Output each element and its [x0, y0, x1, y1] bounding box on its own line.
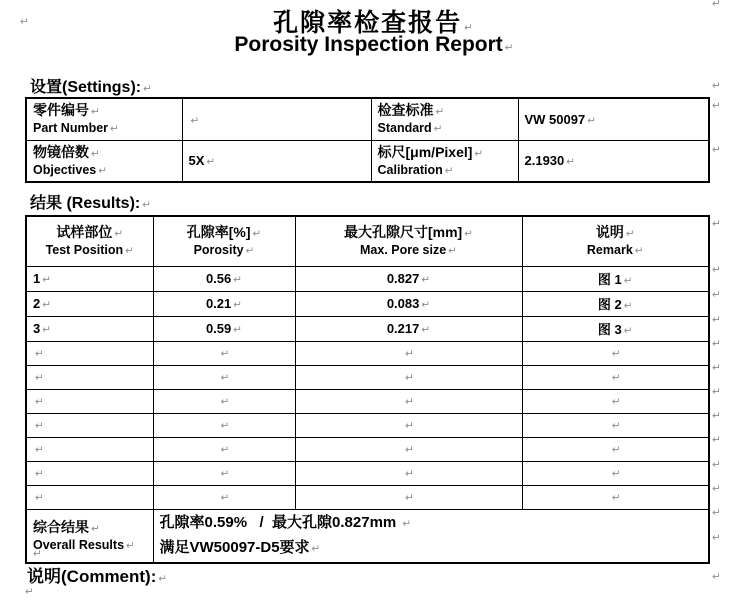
paragraph-mark: ↵: [712, 507, 721, 519]
empty-cell[interactable]: [153, 365, 295, 389]
paragraph-mark: ↵: [220, 372, 230, 384]
empty-cell[interactable]: [522, 485, 709, 509]
calibration-value-cell[interactable]: [518, 140, 709, 182]
result-row-3: [26, 316, 709, 341]
empty-cell[interactable]: [295, 365, 522, 389]
paragraph-mark: ↵: [421, 324, 431, 336]
empty-cell[interactable]: [26, 485, 153, 509]
empty-cell[interactable]: [295, 413, 522, 437]
paragraph-mark: ↵: [712, 532, 721, 544]
paragraph-mark: ↵: [252, 228, 262, 241]
paragraph-mark: ↵: [448, 245, 457, 258]
paragraph-mark: ↵: [712, 289, 721, 301]
empty-cell[interactable]: [522, 437, 709, 461]
paragraph-mark: ↵: [405, 348, 414, 360]
empty-cell[interactable]: [522, 461, 709, 485]
empty-cell[interactable]: [26, 437, 153, 461]
paragraph-mark: ↵: [220, 348, 230, 360]
paragraph-mark: ↵: [623, 300, 633, 312]
paragraph-mark: ↵: [220, 396, 230, 408]
paragraph-mark: ↵: [712, 0, 721, 10]
cell-max-pore-3[interactable]: [295, 316, 522, 341]
paragraph-mark: ↵: [712, 264, 721, 276]
report-title-en-text: Porosity Inspection Report: [234, 33, 503, 56]
paragraph-mark: ↵: [35, 420, 44, 432]
paragraph-mark: ↵: [504, 42, 514, 54]
empty-cell[interactable]: [26, 413, 153, 437]
paragraph-mark: ↵: [158, 573, 168, 585]
calibration-label-cell[interactable]: [371, 140, 518, 182]
header-porosity-zh: 孔隙率[%]: [186, 224, 251, 241]
calibration-label-zh: 标尺[μm/Pixel]: [377, 143, 473, 160]
overall-label-en: Overall Results: [33, 537, 125, 552]
header-remark-zh: 说明: [595, 224, 624, 241]
objectives-label-cell[interactable]: [26, 140, 182, 182]
porosity-value: 0.21: [205, 296, 232, 311]
paragraph-mark: ↵: [402, 517, 412, 530]
paragraph-mark: ↵: [42, 274, 52, 286]
paragraph-mark: ↵: [634, 245, 644, 258]
settings-row-2: [26, 140, 709, 182]
paragraph-mark: ↵: [114, 228, 124, 241]
result-row-1: [26, 266, 709, 291]
empty-cell[interactable]: [522, 413, 709, 437]
part-number-label-zh: 零件编号: [33, 102, 89, 119]
paragraph-mark: ↵: [91, 522, 100, 535]
objectives-label-zh: 物镜倍数: [33, 143, 89, 160]
overall-summary-line2: 满足VW50097-D5要求: [159, 538, 310, 556]
col-header-max-pore-size[interactable]: [295, 216, 522, 266]
overall-results-value-cell[interactable]: [153, 509, 709, 563]
cell-porosity-2[interactable]: [153, 291, 295, 316]
paragraph-mark: ↵: [611, 396, 621, 408]
paragraph-mark: ↵: [611, 492, 621, 504]
header-remark-en: Remark: [586, 243, 633, 258]
cell-max-pore-2[interactable]: [295, 291, 522, 316]
paragraph-mark: ↵: [712, 410, 721, 422]
cell-position-2[interactable]: [26, 291, 153, 316]
paragraph-mark: ↵: [35, 348, 44, 360]
result-row-2: [26, 291, 709, 316]
paragraph-mark: ↵: [35, 492, 44, 504]
paragraph-mark: ↵: [611, 348, 621, 360]
empty-cell[interactable]: [153, 341, 295, 365]
paragraph-mark: ↵: [206, 156, 216, 169]
paragraph-mark: ↵: [311, 542, 321, 555]
settings-heading-text: 设置(Settings):: [30, 79, 142, 96]
paragraph-mark: ↵: [91, 147, 100, 160]
paragraph-mark: ↵: [35, 396, 44, 408]
remark-value: 图 3: [597, 322, 622, 337]
paragraph-mark: ↵: [405, 468, 414, 480]
max-pore-value: 0.827: [386, 271, 420, 286]
paragraph-mark: ↵: [712, 80, 721, 92]
empty-cell[interactable]: [26, 365, 153, 389]
paragraph-mark: ↵: [143, 83, 152, 95]
overall-results-row: [26, 509, 709, 563]
paragraph-mark: ↵: [712, 386, 721, 398]
paragraph-mark: ↵: [623, 325, 633, 337]
paragraph-mark: ↵: [587, 114, 597, 127]
paragraph-mark: ↵: [405, 396, 414, 408]
cell-max-pore-1[interactable]: [295, 266, 522, 291]
comment-heading-text: 说明(Comment):: [27, 567, 157, 586]
paragraph-mark: ↵: [233, 299, 243, 311]
paragraph-mark: ↵: [20, 16, 29, 28]
paragraph-mark: ↵: [35, 444, 44, 456]
cell-position-1[interactable]: [26, 266, 153, 291]
paragraph-mark: ↵: [712, 483, 721, 495]
results-table: [25, 215, 710, 564]
max-pore-value: 0.083: [386, 296, 420, 311]
paragraph-mark: ↵: [98, 164, 108, 177]
empty-result-row: [26, 461, 709, 485]
paragraph-mark: ↵: [405, 420, 414, 432]
empty-cell[interactable]: [26, 389, 153, 413]
results-heading: [30, 190, 151, 213]
part-number-value-cell[interactable]: [182, 98, 371, 140]
header-test-position-zh: 试样部位: [56, 224, 113, 241]
cell-porosity-1[interactable]: [153, 266, 295, 291]
col-header-porosity[interactable]: [153, 216, 295, 266]
paragraph-mark: ↵: [625, 228, 635, 241]
paragraph-mark: ↵: [35, 468, 44, 480]
paragraph-mark: ↵: [712, 314, 721, 326]
standard-label-en: Standard: [377, 121, 432, 136]
empty-cell[interactable]: [295, 461, 522, 485]
paragraph-mark: ↵: [712, 144, 721, 156]
paragraph-mark: ↵: [220, 420, 230, 432]
empty-result-row: [26, 413, 709, 437]
paragraph-mark: ↵: [220, 492, 230, 504]
paragraph-mark: ↵: [474, 147, 484, 160]
cell-remark-1[interactable]: [522, 266, 709, 291]
header-max-pore-en: Max. Pore size: [360, 243, 447, 258]
paragraph-mark: ↵: [611, 444, 621, 456]
paragraph-mark: ↵: [405, 372, 414, 384]
paragraph-mark: ↵: [712, 218, 721, 230]
cell-remark-2[interactable]: [522, 291, 709, 316]
cell-position-3[interactable]: [26, 316, 153, 341]
paragraph-mark: ↵: [190, 114, 200, 127]
paragraph-mark: ↵: [623, 275, 633, 287]
cell-porosity-3[interactable]: [153, 316, 295, 341]
paragraph-mark: ↵: [42, 299, 52, 311]
empty-result-row: [26, 437, 709, 461]
empty-cell[interactable]: [295, 485, 522, 509]
overall-label-zh: 综合结果: [33, 518, 89, 535]
empty-cell[interactable]: [522, 389, 709, 413]
paragraph-mark: ↵: [220, 444, 230, 456]
report-title-zh-text: 孔隙率检查报告: [273, 8, 463, 37]
standard-value: VW 50097: [524, 111, 586, 127]
header-max-pore-zh: 最大孔隙尺寸[mm]: [343, 224, 463, 241]
overall-results-label-cell[interactable]: [26, 509, 153, 563]
paragraph-mark: ↵: [233, 274, 243, 286]
objectives-value: 5X: [188, 153, 205, 169]
empty-cell[interactable]: [522, 365, 709, 389]
paragraph-mark: ↵: [712, 338, 721, 350]
position-value: 3: [33, 321, 41, 336]
empty-cell[interactable]: [153, 485, 295, 509]
col-header-remark[interactable]: [522, 216, 709, 266]
comment-heading: [27, 562, 167, 587]
standard-label-cell[interactable]: [371, 98, 518, 140]
overall-summary-line1: 孔隙率0.59% / 最大孔隙0.827mm: [159, 513, 397, 531]
settings-table: [25, 97, 710, 183]
paragraph-mark: ↵: [464, 22, 475, 34]
paragraph-mark: ↵: [712, 100, 721, 112]
paragraph-mark: ↵: [611, 420, 621, 432]
paragraph-mark: ↵: [220, 468, 230, 480]
paragraph-mark: ↵: [33, 548, 42, 560]
paragraph-mark: ↵: [405, 444, 414, 456]
paragraph-mark: ↵: [433, 123, 443, 136]
paragraph-mark: ↵: [35, 372, 44, 384]
cell-remark-3[interactable]: [522, 316, 709, 341]
empty-cell[interactable]: [295, 437, 522, 461]
paragraph-mark: ↵: [712, 362, 721, 374]
empty-result-row: [26, 341, 709, 365]
paragraph-mark: ↵: [126, 539, 135, 552]
porosity-value: 0.59: [205, 321, 232, 336]
results-header-row: [26, 216, 709, 266]
part-number-label-en: Part Number: [33, 121, 109, 136]
header-porosity-en: Porosity: [193, 243, 244, 258]
paragraph-mark: ↵: [435, 106, 445, 119]
paragraph-mark: ↵: [611, 372, 621, 384]
remark-value: 图 1: [597, 272, 622, 287]
empty-cell[interactable]: [295, 341, 522, 365]
header-test-position-en: Test Position: [45, 243, 124, 258]
empty-cell[interactable]: [153, 389, 295, 413]
position-value: 1: [33, 271, 41, 286]
empty-cell[interactable]: [153, 413, 295, 437]
empty-cell[interactable]: [26, 341, 153, 365]
empty-cell[interactable]: [522, 341, 709, 365]
paragraph-mark: ↵: [712, 459, 721, 471]
objectives-value-cell[interactable]: [182, 140, 371, 182]
paragraph-mark: ↵: [464, 228, 474, 241]
paragraph-mark: ↵: [421, 274, 431, 286]
paragraph-mark: ↵: [142, 199, 152, 211]
part-number-label-cell[interactable]: [26, 98, 182, 140]
empty-cell[interactable]: [26, 461, 153, 485]
calibration-label-en: Calibration: [377, 162, 443, 177]
remark-value: 图 2: [597, 297, 622, 312]
paragraph-mark: ↵: [444, 164, 454, 177]
empty-result-row: [26, 389, 709, 413]
objectives-label-en: Objectives: [33, 162, 97, 177]
paragraph-mark: ↵: [405, 492, 414, 504]
col-header-test-position[interactable]: [26, 216, 153, 266]
paragraph-mark: ↵: [233, 324, 243, 336]
paragraph-mark: ↵: [566, 156, 576, 169]
empty-cell[interactable]: [153, 461, 295, 485]
empty-result-row: [26, 365, 709, 389]
position-value: 2: [33, 296, 41, 311]
paragraph-mark: ↵: [91, 106, 100, 119]
max-pore-value: 0.217: [386, 321, 420, 336]
results-heading-text: 结果 (Results):: [30, 195, 141, 212]
empty-cell[interactable]: [295, 389, 522, 413]
settings-heading: [30, 74, 152, 97]
standard-label-zh: 检查标准: [377, 102, 434, 119]
settings-row-1: [26, 98, 709, 140]
porosity-value: 0.56: [205, 271, 232, 286]
paragraph-mark: ↵: [125, 245, 134, 258]
paragraph-mark: ↵: [25, 586, 34, 598]
calibration-value: 2.1930: [524, 153, 565, 169]
standard-value-cell[interactable]: [518, 98, 709, 140]
paragraph-mark: ↵: [110, 123, 119, 136]
paragraph-mark: ↵: [245, 245, 255, 258]
paragraph-mark: ↵: [712, 434, 721, 446]
paragraph-mark: ↵: [712, 571, 721, 583]
paragraph-mark: ↵: [42, 324, 52, 336]
paragraph-mark: ↵: [611, 468, 621, 480]
empty-cell[interactable]: [153, 437, 295, 461]
report-title-en: [0, 33, 748, 57]
paragraph-mark: ↵: [421, 299, 431, 311]
empty-result-row: [26, 485, 709, 509]
